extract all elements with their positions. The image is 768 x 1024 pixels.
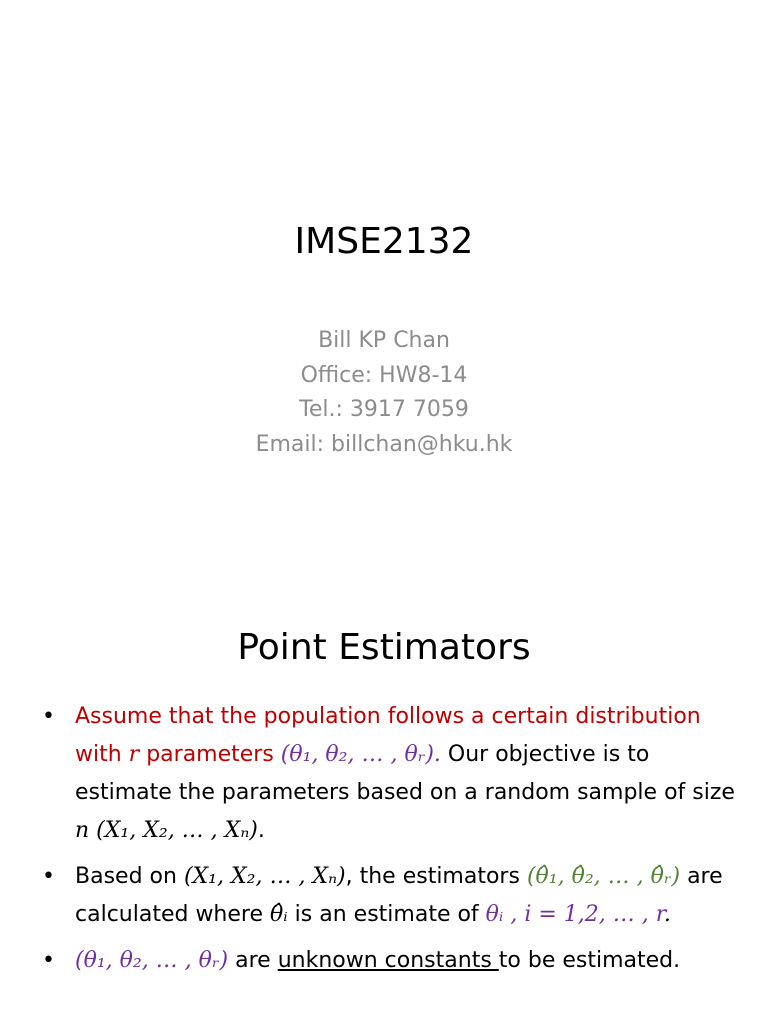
email-line: Email: billchan@hku.hk: [255, 431, 513, 457]
bullet-text: Our objective is to estimate the parameters based on a random sample of size: [75, 742, 735, 805]
math-estimators: (θ̂₁, θ̂₂, … , θ̂ᵣ): [526, 864, 681, 889]
math-n: n: [75, 818, 90, 843]
bullet-marker: •: [42, 704, 55, 729]
bullet-text: Based on: [75, 864, 184, 889]
bullet-item: [42, 858, 742, 934]
math-theta-hat-i: θ̂ᵢ: [270, 902, 288, 927]
bullet-item: [42, 698, 742, 850]
math-parameters: (θ₁, θ₂, … , θᵣ): [75, 948, 229, 973]
bullet-text: .: [663, 902, 671, 927]
math-r: r: [128, 742, 140, 767]
slide-title: Point Estimators: [237, 627, 531, 668]
bullet-item: [42, 942, 742, 980]
office-line: Office: HW8-14: [300, 362, 468, 388]
bullet-text: .: [257, 818, 265, 843]
course-code-title: IMSE2132: [294, 221, 474, 262]
bullet-marker: •: [42, 864, 55, 889]
math-parameters: (θ₁, θ₂, … , θᵣ).: [280, 742, 441, 767]
bullet-text: to be estimated.: [498, 948, 681, 973]
bullet-text: Assume that the population follows a certain distribution with: [75, 704, 701, 767]
underlined-text: unknown constants: [277, 948, 499, 973]
math-sample: (X₁, X₂, … , Xₙ): [89, 818, 258, 843]
math-theta-i: θᵢ , i = 1,2, … , r: [485, 902, 664, 927]
bullet-text: are: [228, 948, 278, 973]
bullet-marker: •: [42, 948, 55, 973]
instructor-name: Bill KP Chan: [318, 328, 450, 353]
bullet-text: , the estimators: [345, 864, 527, 889]
phone-line: Tel.: 3917 7059: [299, 397, 469, 423]
bullet-text: are calculated where: [75, 864, 723, 927]
bullet-text: parameters: [139, 742, 281, 767]
instructor-info: [0, 324, 768, 462]
point-estimators-slide: [0, 576, 768, 1024]
bullet-list: [42, 698, 742, 988]
math-sample: (X₁, X₂, … , Xₙ): [183, 864, 346, 889]
bullet-text: is an estimate of: [287, 902, 486, 927]
